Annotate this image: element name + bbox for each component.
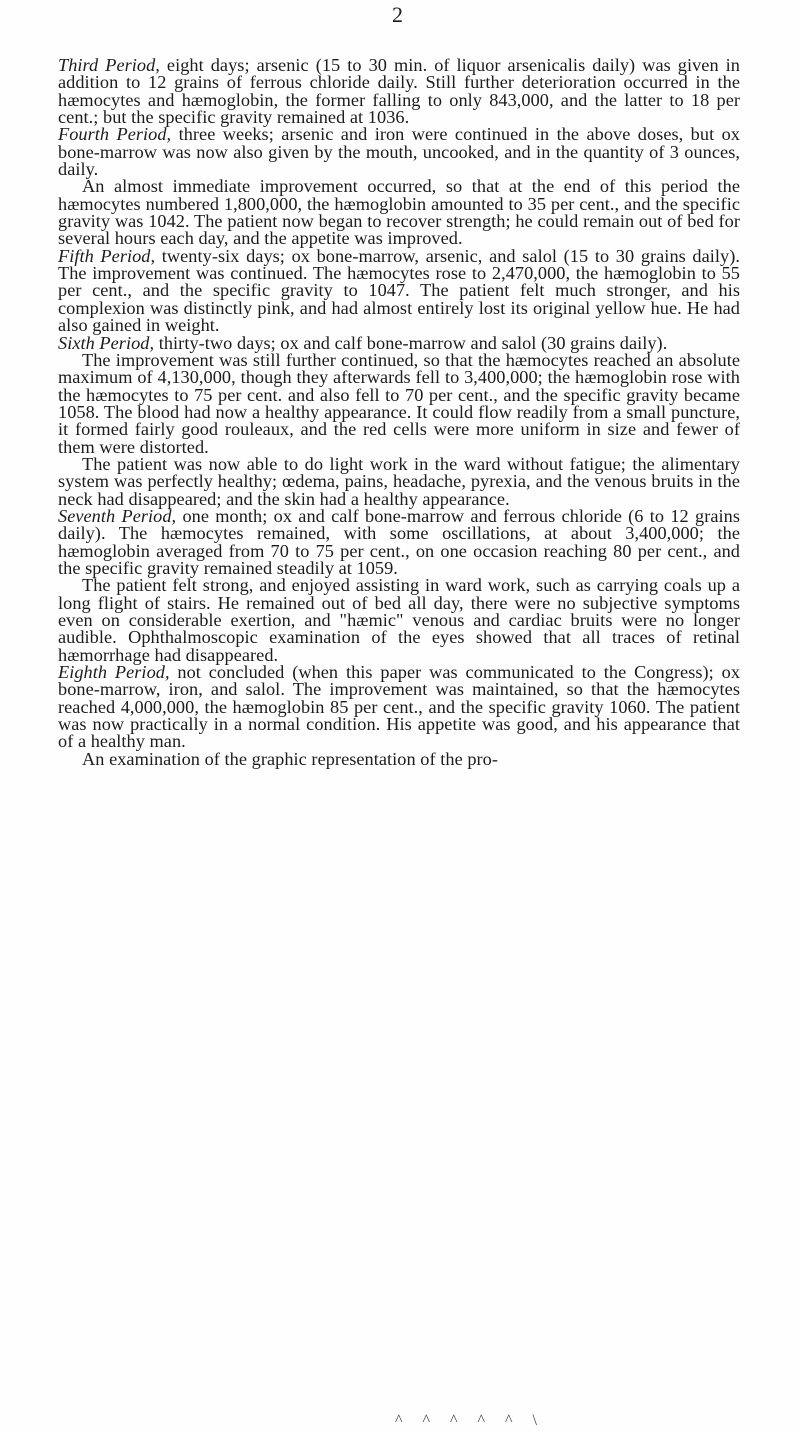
paragraph-light-work (58, 453, 740, 509)
paragraph-improvement (58, 178, 740, 247)
paragraph-text: three weeks; arsenic and iron were continued in the above doses, but ox bone-marrow was now also given by the mouth, uncooked, and in the quantity of 3 ounces, daily. (58, 124, 740, 180)
period-heading: Seventh Period, (58, 505, 177, 526)
page-footer-mark: ^ ^ ^ ^ ^ \ (395, 1412, 545, 1429)
paragraph-fifth-period (58, 245, 740, 336)
paragraph-ward-work (58, 577, 740, 664)
paragraph-text: The patient felt strong, and enjoyed assisting in ward work, such as carrying coals up a long flight of stairs. He remained out of bed all day, there were no subjective symptoms even on considerable exertion, and "hæmic" venous and cardiac bruits were no longer audible. Ophthalmoscopic examination of the eyes showed that all traces of retinal hæmorrhage had disappeared. (58, 575, 740, 665)
page-number: 2 (392, 2, 403, 27)
period-heading: Eighth Period, (58, 662, 170, 683)
paragraph-eighth-period (58, 664, 740, 751)
paragraph-blood-improvement (58, 349, 740, 457)
paragraph-text: twenty-six days; ox bone-marrow, arsenic, and salol (15 to 30 grains daily). The improvement was continued. The hæmocytes rose to 2,470,000, the hæmoglobin to 55 per cent., and the specific gravity to 1047. The patient felt much stronger, and his complexion was distinctly pink, and had almost entirely lost its original yellow hue. He had also gained in weight. (58, 245, 740, 336)
period-heading: Sixth Period, (58, 332, 155, 353)
paragraph-text: eight days; arsenic (15 to 30 min. of liquor arsenicalis daily) was given in addition to 12 grains of ferrous chloride daily. Still further deterioration occurred in the hæmocytes and hæmoglobin, the former falling to only 843,000, and the latter to 18 per cent.; but the specific gravity remained at 1036. (58, 55, 740, 128)
paragraph-text: The patient was now able to do light work in the ward without fatigue; the alimentary system was perfectly healthy; œdema, pains, headache, pyrexia, and the venous bruits in the neck had disappeared; and the skin had a healthy appearance. (58, 453, 740, 509)
paragraph-text: The improvement was still further continued, so that the hæmocytes reached an absolute maximum of 4,130,000, though they afterwards fell to 3,400,000; the hæmoglobin rose with the hæmocytes to 75 per cent. and also fell to 70 per cent., and the specific gravity became 1058. The blood had now a healthy appearance. It could flow readily from a small puncture, it formed fairly good rouleaux, and the red cells were more uniform in size and fewer of them were distorted. (58, 349, 740, 457)
paragraph-third-period (58, 57, 740, 126)
paragraph-text: thirty-two days; ox and calf bone-marrow and salol (30 grains daily). (154, 332, 668, 353)
paragraph-text: not concluded (when this paper was communicated to the Congress); ox bone-marrow, iron, and salol. The improvement was maintained, so that the hæmocytes reached 4,000,000, the hæmoglobin 85 per cent., and the specific gravity 1060. The patient was now practically in a normal condition. His appetite was good, and his appearance that of a healthy man. (58, 662, 741, 752)
paragraph-fourth-period (58, 126, 740, 178)
period-heading: Third Period, (58, 55, 160, 75)
period-heading: Fourth Period, (58, 124, 172, 145)
paragraph-seventh-period (58, 505, 740, 578)
paragraph-text: An almost immediate improvement occurred, so that at the end of this period the hæmocytes numbered 1,800,000, the hæmoglobin amounted to 35 per cent., and the specific gravity was 1042. The patient now began to recover strength; he could remain out of bed for several hours each day, and the appetite was improved. (58, 176, 740, 249)
period-heading: Fifth Period, (58, 245, 156, 266)
paragraph-graphic-representation (58, 748, 740, 769)
body-text (58, 57, 740, 768)
paragraph-text: An examination of the graphic representation of the pro- (82, 748, 499, 769)
paragraph-text: one month; ox and calf bone-marrow and ferrous chloride (6 to 12 grains daily). The hæmocytes remained, with some oscillations, at about 3,400,000; the hæmoglobin averaged from 70 to 75 per cent., on one occasion reaching 80 per cent., and the specific gravity remained steadily at 1059. (58, 505, 740, 578)
